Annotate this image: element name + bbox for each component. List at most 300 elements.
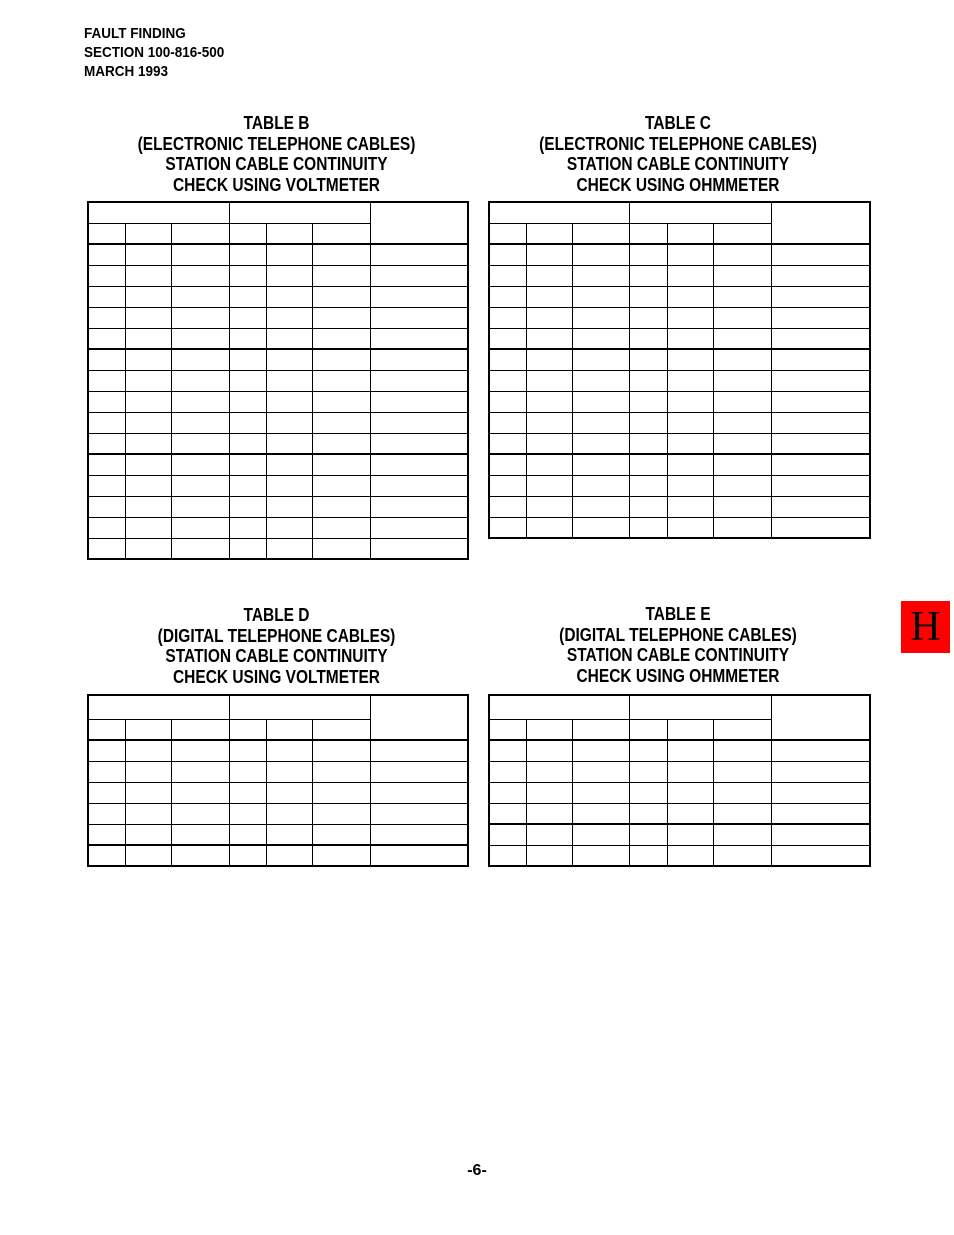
table-d-title-line1: TABLE D [243,605,310,625]
table-row [489,740,870,761]
entry-cell [489,740,526,761]
entry-cell [713,433,771,454]
entry-cell [629,370,667,391]
entry-cell [229,803,266,824]
entry-cell [125,265,171,286]
entry-cell [88,244,125,265]
entry-cell [88,824,125,845]
entry-cell [771,433,870,454]
entry-cell [88,538,125,559]
entry-cell [125,475,171,496]
entry-cell [125,454,171,475]
entry-cell [667,433,713,454]
entry-cell [370,538,468,559]
entry-cell [667,740,713,761]
entry-cell [229,286,266,307]
entry-cell [312,454,370,475]
entry-cell [489,803,526,824]
entry-cell [526,349,572,370]
sub-header-cell [489,719,526,740]
entry-cell [171,824,229,845]
entry-cell [229,454,266,475]
entry-cell [370,782,468,803]
group-header-cell [88,202,229,223]
entry-cell [629,433,667,454]
entry-cell [667,517,713,538]
entry-cell [489,517,526,538]
sub-header-cell [629,223,667,244]
entry-cell [171,475,229,496]
entry-cell [489,370,526,391]
header-date: MARCH 1993 [84,63,169,80]
entry-cell [370,391,468,412]
entry-cell [88,265,125,286]
entry-cell [489,349,526,370]
entry-cell [572,433,629,454]
entry-cell [125,824,171,845]
entry-cell [629,244,667,265]
entry-cell [370,349,468,370]
entry-cell [266,761,312,782]
entry-cell [489,475,526,496]
entry-cell [572,307,629,328]
entry-cell [572,761,629,782]
entry-cell [229,782,266,803]
table-row [88,740,468,761]
entry-cell [266,517,312,538]
entry-cell [713,454,771,475]
table-row [489,475,870,496]
entry-cell [229,391,266,412]
entry-cell [312,475,370,496]
entry-cell [629,761,667,782]
table-row [489,496,870,517]
entry-cell [312,803,370,824]
entry-cell [266,803,312,824]
table-row [489,517,870,538]
entry-cell [572,782,629,803]
entry-cell [629,286,667,307]
entry-cell [266,349,312,370]
entry-cell [370,412,468,433]
entry-cell [125,370,171,391]
entry-cell [771,761,870,782]
entry-cell [713,740,771,761]
entry-cell [370,307,468,328]
entry-cell [125,244,171,265]
entry-cell [266,286,312,307]
entry-cell [266,307,312,328]
table-row [88,496,468,517]
entry-cell [88,740,125,761]
entry-cell [572,391,629,412]
table-row [88,761,468,782]
entry-cell [125,845,171,866]
entry-cell [629,265,667,286]
entry-cell [526,328,572,349]
entry-cell [266,412,312,433]
document-header [84,24,224,81]
entry-cell [88,370,125,391]
entry-cell [572,265,629,286]
entry-cell [370,761,468,782]
entry-cell [771,496,870,517]
table-row [88,328,468,349]
result-header-cell [771,202,870,244]
entry-cell [771,244,870,265]
entry-cell [629,475,667,496]
table-c-title-line3: STATION CABLE CONTINUITY [566,154,790,174]
entry-cell [229,475,266,496]
header-title: FAULT FINDING [84,25,186,42]
entry-cell [171,391,229,412]
entry-cell [489,286,526,307]
entry-cell [713,412,771,433]
sub-header-cell [266,223,312,244]
table-b-grid [87,201,469,560]
entry-cell [229,761,266,782]
entry-cell [171,265,229,286]
table-d-grid [87,694,469,867]
entry-cell [526,845,572,866]
entry-cell [526,412,572,433]
entry-cell [266,328,312,349]
entry-cell [572,496,629,517]
entry-cell [667,265,713,286]
entry-cell [713,244,771,265]
entry-cell [171,433,229,454]
table-row [489,244,870,265]
entry-cell [312,349,370,370]
table-b-title-line1: TABLE B [243,113,310,133]
entry-cell [526,496,572,517]
entry-cell [713,475,771,496]
table-d-title-line2: (DIGITAL TELEPHONE CABLES) [157,625,396,646]
table-row [88,538,468,559]
entry-cell [370,265,468,286]
sub-header-cell [713,223,771,244]
entry-cell [667,412,713,433]
entry-cell [572,454,629,475]
entry-cell [572,845,629,866]
entry-cell [526,517,572,538]
entry-cell [713,782,771,803]
entry-cell [171,538,229,559]
entry-cell [171,517,229,538]
table-row [88,475,468,496]
entry-cell [713,391,771,412]
table-row [88,824,468,845]
entry-cell [266,265,312,286]
entry-cell [667,286,713,307]
entry-cell [312,265,370,286]
entry-cell [667,824,713,845]
entry-cell [312,433,370,454]
section-tab-h: H [901,601,950,653]
entry-cell [771,454,870,475]
entry-cell [312,307,370,328]
table-row [88,782,468,803]
entry-cell [526,454,572,475]
table-row [489,370,870,391]
entry-cell [370,824,468,845]
entry-cell [713,803,771,824]
entry-cell [526,782,572,803]
entry-cell [370,244,468,265]
entry-cell [713,496,771,517]
entry-cell [370,370,468,391]
entry-cell [526,803,572,824]
entry-cell [526,824,572,845]
table-row [88,412,468,433]
sub-header-cell [88,719,125,740]
table-e-title-line4: CHECK USING OHMMETER [576,665,780,686]
entry-cell [572,412,629,433]
entry-cell [312,824,370,845]
entry-cell [171,370,229,391]
entry-cell [171,803,229,824]
entry-cell [771,370,870,391]
group-header-cell [229,695,370,719]
table-c-grid [488,201,871,539]
entry-cell [88,286,125,307]
entry-cell [171,328,229,349]
entry-cell [125,412,171,433]
entry-cell [88,761,125,782]
entry-cell [266,454,312,475]
entry-cell [629,782,667,803]
table-e-grid [488,694,871,867]
entry-cell [88,412,125,433]
entry-cell [171,307,229,328]
entry-cell [667,496,713,517]
table-b-title-line4: CHECK USING VOLTMETER [173,174,380,195]
entry-cell [489,845,526,866]
sub-header-cell [629,719,667,740]
entry-cell [171,412,229,433]
entry-cell [667,782,713,803]
entry-cell [667,349,713,370]
entry-cell [266,244,312,265]
table-c-title-line1: TABLE C [645,113,711,133]
entry-cell [629,328,667,349]
table-b-title-line2: (ELECTRONIC TELEPHONE CABLES) [137,133,416,154]
group-header-cell [88,695,229,719]
entry-cell [771,286,870,307]
sub-header-cell [171,223,229,244]
table-d-title [114,605,440,687]
entry-cell [266,496,312,517]
entry-cell [312,517,370,538]
entry-cell [667,370,713,391]
entry-cell [312,391,370,412]
entry-cell [667,845,713,866]
entry-cell [526,286,572,307]
table-d-title-line4: CHECK USING VOLTMETER [173,666,380,687]
entry-cell [629,412,667,433]
entry-cell [88,475,125,496]
entry-cell [526,761,572,782]
entry-cell [489,307,526,328]
entry-cell [266,824,312,845]
entry-cell [229,517,266,538]
entry-cell [713,328,771,349]
entry-cell [572,824,629,845]
entry-cell [629,454,667,475]
sub-header-cell [125,223,171,244]
entry-cell [771,803,870,824]
entry-cell [370,328,468,349]
entry-cell [526,244,572,265]
group-header-cell [489,695,629,719]
entry-cell [171,349,229,370]
entry-cell [572,517,629,538]
table-row [88,307,468,328]
result-header-cell [370,202,468,244]
entry-cell [229,244,266,265]
entry-cell [771,391,870,412]
table-row [88,349,468,370]
table-row [489,349,870,370]
entry-cell [713,307,771,328]
entry-cell [229,412,266,433]
entry-cell [125,433,171,454]
entry-cell [489,824,526,845]
entry-cell [229,265,266,286]
entry-cell [370,475,468,496]
table-row [489,265,870,286]
entry-cell [88,433,125,454]
table-row [489,307,870,328]
entry-cell [171,496,229,517]
entry-cell [266,433,312,454]
table-row [489,803,870,824]
entry-cell [667,307,713,328]
entry-cell [88,845,125,866]
entry-cell [266,782,312,803]
entry-cell [312,845,370,866]
entry-cell [312,412,370,433]
entry-cell [713,845,771,866]
table-row [489,761,870,782]
table-row [489,824,870,845]
entry-cell [771,307,870,328]
entry-cell [713,349,771,370]
table-row [88,370,468,391]
entry-cell [370,454,468,475]
entry-cell [88,803,125,824]
entry-cell [572,244,629,265]
sub-header-cell [526,223,572,244]
entry-cell [125,782,171,803]
entry-cell [489,265,526,286]
table-row [88,517,468,538]
table-row [489,782,870,803]
table-c-title [515,113,842,195]
entry-cell [489,244,526,265]
entry-cell [667,475,713,496]
entry-cell [572,370,629,391]
header-section: SECTION 100-816-500 [84,44,225,61]
entry-cell [526,265,572,286]
table-b-title-line3: STATION CABLE CONTINUITY [165,154,388,174]
entry-cell [526,370,572,391]
entry-cell [572,286,629,307]
entry-cell [370,845,468,866]
table-c-title-line4: CHECK USING OHMMETER [576,174,780,195]
table-row [88,265,468,286]
entry-cell [526,475,572,496]
entry-cell [771,412,870,433]
entry-cell [125,761,171,782]
entry-cell [266,845,312,866]
table-row [88,454,468,475]
table-row [88,433,468,454]
sub-header-cell [266,719,312,740]
entry-cell [667,328,713,349]
entry-cell [489,433,526,454]
entry-cell [771,475,870,496]
entry-cell [629,307,667,328]
sub-header-cell [667,719,713,740]
entry-cell [125,307,171,328]
entry-cell [629,391,667,412]
entry-cell [312,286,370,307]
entry-cell [667,803,713,824]
entry-cell [771,824,870,845]
entry-cell [370,740,468,761]
entry-cell [713,824,771,845]
table-row [88,391,468,412]
table-e-title-line1: TABLE E [645,604,711,624]
group-header-cell [629,202,771,223]
entry-cell [171,454,229,475]
entry-cell [266,740,312,761]
entry-cell [489,328,526,349]
entry-cell [229,538,266,559]
entry-cell [229,824,266,845]
table-row [489,412,870,433]
entry-cell [713,265,771,286]
entry-cell [771,740,870,761]
entry-cell [489,496,526,517]
table-row [489,286,870,307]
entry-cell [312,538,370,559]
entry-cell [312,244,370,265]
entry-cell [370,803,468,824]
entry-cell [526,740,572,761]
entry-cell [771,349,870,370]
entry-cell [489,761,526,782]
entry-cell [88,454,125,475]
entry-cell [771,845,870,866]
entry-cell [713,761,771,782]
entry-cell [572,328,629,349]
entry-cell [489,782,526,803]
entry-cell [629,349,667,370]
result-header-cell [771,695,870,740]
entry-cell [312,782,370,803]
entry-cell [667,244,713,265]
entry-cell [629,517,667,538]
entry-cell [667,391,713,412]
entry-cell [88,328,125,349]
entry-cell [229,328,266,349]
result-header-cell [370,695,468,740]
entry-cell [489,412,526,433]
entry-cell [125,496,171,517]
entry-cell [667,454,713,475]
